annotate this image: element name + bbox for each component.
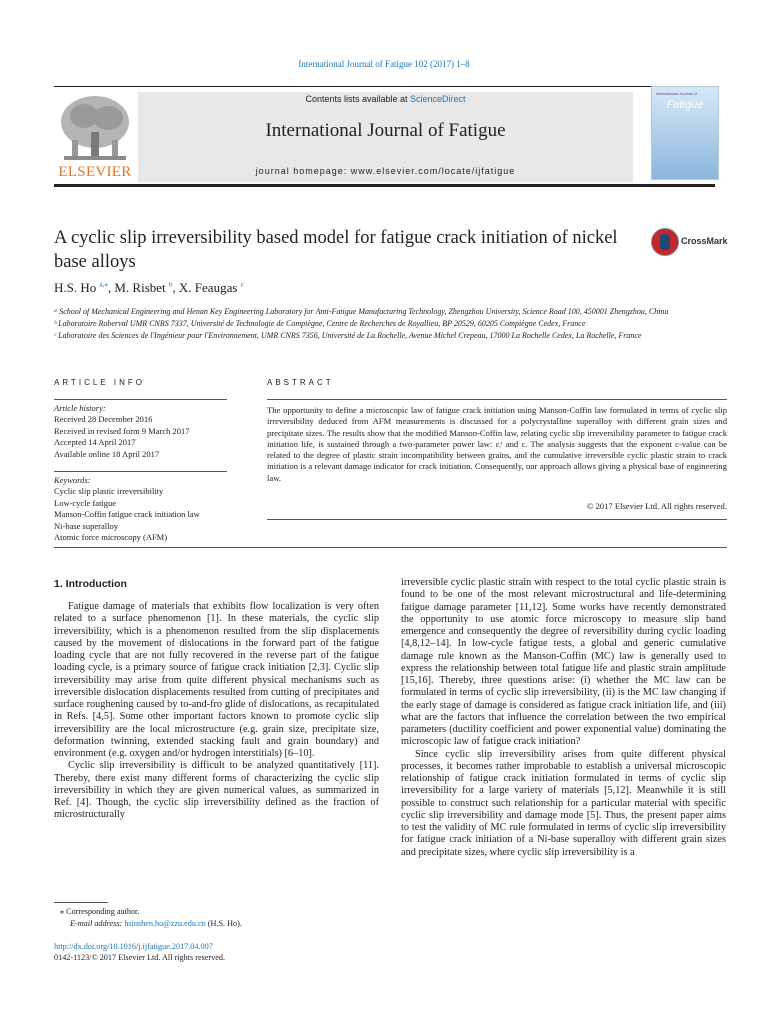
- article-title: A cyclic slip irreversibility based model for fatigue crack initiation of nickel base alloys: [54, 228, 618, 272]
- keyword: Atomic force microscopy (AFM): [54, 532, 168, 543]
- footnote-rule: [54, 902, 108, 903]
- paragraph: Fatigue damage of materials that exhibits flow localization is very often related to a surface phenomenon [1]. In these materials, the cyclic slip irreversibility, which is a phenomenon resulted from the slip displacements caused by the movement of dislocations in the forward part of the fatigue loading cycle that are not fully recovered in the reverse part of the fatigue loading cycle, is a primary source of fatigue crack initiation [2,3]. Cyclic slip irreversibility may arise from quite different physical mechanisms such as irreversible dislocation displacements resulted from cutting of precipitates and surface roughening caused by to-and-fro glide of dislocations, as recapitulated in Refs. [4,5]. Some other important factors known to promote cyclic slip irreversibility are the local microstructure (e.g. grain size, precipitate size, deformation twinning, extended stacking fault and grain boundary) and environment (e.g. oxygen and/or hydrogen interstitials) [6–10].: [54, 601, 379, 759]
- keywords: [54, 475, 234, 543]
- journal-cover-thumbnail[interactable]: [651, 86, 719, 180]
- crossmark-badge[interactable]: [651, 228, 731, 258]
- author-name: X. Feaugas: [178, 280, 238, 295]
- paragraph: Since cyclic slip irreversibility arises from quite different physical processes, it becomes rather improbable to establish a universal microscopic relationship of fatigue crack initiation formulated in terms of cyclic slip irreversibility for a large variety of materials [5,12]. Meanwhile it is still possible to construct such relationship for a particular material with specific cyclic slip irreversibility and damage mode [5]. Thus, the present paper aims to test the validity of MC rule formulated in terms of cyclic slip irreversibility for fatigue crack initiation of a Ni-base superalloy with different grain sizes and precipitate sizes, where cyclic slip irreversibility is a: [401, 748, 726, 858]
- abstract-label: ABSTRACT: [267, 378, 334, 387]
- history-label: Article history:: [54, 403, 106, 413]
- cover-title: Fatigue: [666, 99, 704, 111]
- keyword: Cyclic slip plastic irreversibility: [54, 486, 164, 497]
- author-affil-sup[interactable]: c: [240, 280, 244, 289]
- crossmark-icon: [651, 228, 679, 256]
- author-name: M. Risbet: [114, 280, 166, 295]
- email-line: E-mail address: hsinshen.ho@zzu.edu.cn (H.S. Ho).: [70, 918, 242, 928]
- paragraph: irreversible cyclic plastic strain with respect to the total cyclic plastic strain is found to be one of the most relevant microstructural and life-determining fatigue damage parameter [11,12]. Some works have recently demonstrated the opportunity to use atomic force microscopy to measure slip band emergence and consequently the degree of reversibility during cyclic loading [4,8,12–14]. In low-cycle fatigue tests, a global and generic cumulative damage rule known as the Manson-Coffin (MC) law is generally used to express the relationship between total fatigue life and plastic strain amplitude [15,16]. Thereby, three questions arise: (i) whether the MC law can be formulated in terms of cyclic slip irreversibility, (ii) is the MC law changing if the early stage of damage is considered as fatigue crack initiation life, and (iii) what are the factors that influence the correlation between the two empirical parameters (ductility coefficient and power exponential value) dominating the microscopic law of fatigue crack initiation?: [401, 577, 726, 748]
- author-affil-sup[interactable]: a,⁎: [99, 280, 108, 289]
- keyword: Low-cycle fatigue: [54, 497, 117, 508]
- history-item: Received in revised form 9 March 2017: [54, 425, 190, 436]
- article-history: [54, 403, 234, 460]
- section-heading: 1. Introduction: [54, 578, 127, 590]
- cover-journal-prefix: International Journal of: [656, 91, 697, 96]
- divider: [54, 471, 227, 472]
- author-list: H.S. Ho $^{a,⁎}$, M. Risbet $^b$, X. Feaugas $^c$: [54, 280, 244, 295]
- header-rule-top: [54, 86, 715, 87]
- elsevier-wordmark[interactable]: ELSEVIER: [58, 164, 132, 180]
- header-rule-bottom: [54, 184, 715, 187]
- keywords-label: Keywords:: [54, 475, 91, 485]
- journal-title: International Journal of Fatigue: [265, 120, 506, 141]
- paragraph: Cyclic slip irreversibility is difficult to be analyzed quantitatively [11]. Thereby, there exist many different forms of characterizing the cyclic slip irreversibility in which they are given numerical values, as summarized in Ref. [4]. Though, the cyclic slip irreversibility defined as the fraction of microstructurally: [54, 760, 379, 821]
- affiliation: ᶜ Laboratoire des Sciences de l'Ingénieur pour l'Environnement, UMR CNRS 7356, Université de La Rochelle, Avenue Michel Crepeau, 17000 La Rochelle Cedex, La Rochelle, France: [54, 331, 642, 340]
- sciencedirect-link[interactable]: ScienceDirect: [410, 94, 466, 104]
- abstract-copyright: © 2017 Elsevier Ltd. All rights reserved.: [586, 501, 727, 511]
- divider: [267, 399, 727, 400]
- email-link[interactable]: hsinshen.ho@zzu.edu.cn: [124, 918, 206, 928]
- crossmark-label: CrossMark: [681, 236, 728, 246]
- corresponding-author-note: ⁎ Corresponding author.: [60, 907, 140, 916]
- body-column-right: [401, 577, 726, 859]
- history-item: Received 28 December 2016: [54, 414, 153, 425]
- affiliation: ᵇ Laboratoire Roberval UMR CNRS 7337, Université de Technologie de Compiègne, Centre de Recherches de Royallieu, BP 20529, 60205 Compiègne Cedex, France: [54, 319, 586, 328]
- journal-homepage[interactable]: journal homepage: www.elsevier.com/locate/ijfatigue: [255, 166, 516, 176]
- keyword: Manson-Coffin fatigue crack initiation law: [54, 509, 200, 520]
- keyword: Ni-base superalloy: [54, 520, 118, 531]
- doi-link[interactable]: http://dx.doi.org/10.1016/j.ijfatigue.2017.04.007: [54, 942, 213, 951]
- author-name: H.S. Ho: [54, 280, 97, 295]
- running-header[interactable]: International Journal of Fatigue 102 (2017) 1–8: [298, 59, 470, 69]
- history-item: Available online 18 April 2017: [54, 448, 160, 459]
- affiliations: [54, 306, 719, 342]
- abstract-text: The opportunity to define a microscopic law of fatigue crack initiation using Manson-Coffin law formulated in terms of cyclic slip irreversibility deduced from AFM measurements is discussed for a polycrystalline superalloy with different grain sizes and precipitate sizes. The results show that the modified Manson-Coffin law, relating cyclic slip irreversibility parameter to fatigue crack initiation life, is sustained through a two-parameter power law: εᵢʳ and c. The analysis suggests that the exponent c-value can be related to the degree of plastic strain incompatibility between grains, and the cumulative irreversible cyclic plastic strain to crack initiation is a relevant damage indicator for crack initiation. Consequently, our approach allows giving a physical base of engineering law.: [267, 405, 727, 483]
- history-item: Accepted 14 April 2017: [54, 437, 136, 448]
- doi-block: [54, 941, 384, 963]
- footnote: [54, 906, 384, 929]
- contents-line: Contents lists available at ScienceDirect: [305, 94, 466, 104]
- body-column-left: [54, 601, 379, 822]
- divider: [54, 399, 227, 400]
- article-info-label: ARTICLE INFO: [54, 378, 145, 387]
- affiliation: ᵃ School of Mechanical Engineering and Henan Key Engineering Laboratory for Anti-Fatigue Manufacturing Technology, Zhengzhou University, Science Road 100, 450001 Zhengzhou, China: [54, 307, 669, 316]
- divider: [54, 547, 727, 548]
- author-affil-sup[interactable]: b: [168, 280, 173, 289]
- issn-line: 0142-1123/© 2017 Elsevier Ltd. All rights reserved.: [54, 953, 226, 962]
- divider: [267, 519, 727, 520]
